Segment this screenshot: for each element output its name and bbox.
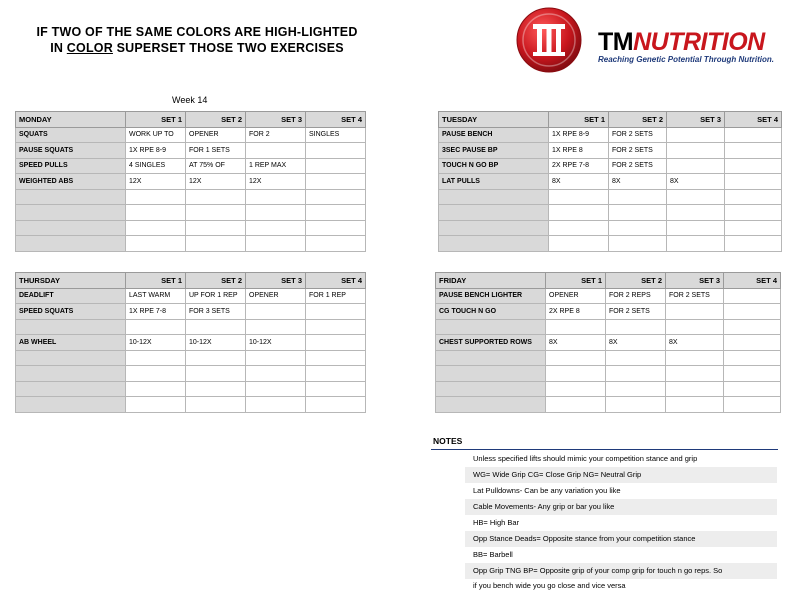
set-cell: 1X RPE 8-9 — [126, 143, 186, 159]
set-cell: FOR 1 SETS — [186, 143, 246, 159]
set-cell — [725, 189, 782, 205]
set-cell — [126, 366, 186, 382]
set-cell — [246, 366, 306, 382]
set-cell — [186, 366, 246, 382]
table-row — [16, 189, 366, 205]
exercise-name-cell — [16, 319, 126, 335]
set-cell: FOR 2 — [246, 127, 306, 143]
day-header: THURSDAY — [16, 273, 126, 289]
exercise-name-cell — [436, 397, 546, 413]
exercise-name-cell — [439, 205, 549, 221]
set-cell — [306, 174, 366, 190]
set-cell: 4 SINGLES — [126, 158, 186, 174]
set-cell — [724, 288, 781, 304]
table-row — [436, 381, 781, 397]
exercise-name-cell — [436, 381, 546, 397]
set-column-header: SET 3 — [667, 112, 725, 128]
set-cell: 8X — [609, 174, 667, 190]
exercise-name-cell: PAUSE BENCH — [439, 127, 549, 143]
table-row — [439, 158, 782, 174]
set-cell: FOR 2 SETS — [606, 304, 666, 320]
set-cell — [246, 350, 306, 366]
set-cell — [186, 350, 246, 366]
exercise-name-cell: PAUSE SQUATS — [16, 143, 126, 159]
set-column-header: SET 2 — [606, 273, 666, 289]
note-item: BB= Barbell — [473, 550, 513, 559]
table-row — [436, 366, 781, 382]
set-cell: 8X — [666, 335, 724, 351]
set-cell — [306, 366, 366, 382]
set-cell: 10-12X — [246, 335, 306, 351]
set-cell — [246, 220, 306, 236]
tm-logo — [515, 6, 583, 74]
set-cell — [666, 366, 724, 382]
set-cell: 8X — [549, 174, 609, 190]
set-cell — [667, 189, 725, 205]
set-cell — [667, 158, 725, 174]
table-row — [439, 236, 782, 252]
set-cell — [606, 381, 666, 397]
set-cell: 10-12X — [126, 335, 186, 351]
set-cell — [666, 319, 724, 335]
set-cell: FOR 2 SETS — [609, 127, 667, 143]
exercise-name-cell — [16, 189, 126, 205]
table-row — [439, 189, 782, 205]
set-cell — [246, 236, 306, 252]
set-cell: 1X RPE 8-9 — [549, 127, 609, 143]
set-cell — [186, 205, 246, 221]
notes-title: NOTES — [433, 436, 463, 446]
note-item: Cable Movements- Any grip or bar you like — [465, 499, 777, 515]
note-item: Unless specified lifts should mimic your competition stance and grip — [473, 454, 698, 463]
day-header: FRIDAY — [436, 273, 546, 289]
set-cell — [724, 381, 781, 397]
table-row — [16, 319, 366, 335]
set-cell: FOR 3 SETS — [186, 304, 246, 320]
set-cell — [725, 143, 782, 159]
exercise-name-cell — [16, 381, 126, 397]
table-tuesday — [438, 111, 782, 252]
instruction-line-1: IF TWO OF THE SAME COLORS ARE HIGH-LIGHTED — [36, 25, 358, 39]
note-item: HB= High Bar — [473, 518, 520, 527]
exercise-name-cell: WEIGHTED ABS — [16, 174, 126, 190]
set-cell: 2X RPE 7-8 — [549, 158, 609, 174]
set-cell — [725, 174, 782, 190]
table-row — [16, 205, 366, 221]
brand-name-nutrition: NUTRITION — [633, 28, 765, 56]
set-column-header: SET 2 — [186, 273, 246, 289]
exercise-name-cell: LAT PULLS — [439, 174, 549, 190]
table-row — [436, 335, 781, 351]
brand-tagline: Reaching Genetic Potential Through Nutrition. — [598, 55, 775, 64]
set-cell — [667, 236, 725, 252]
set-cell — [306, 158, 366, 174]
set-cell: 10-12X — [186, 335, 246, 351]
set-cell — [667, 220, 725, 236]
set-cell: 8X — [606, 335, 666, 351]
set-cell — [666, 381, 724, 397]
table-row — [436, 304, 781, 320]
set-cell — [546, 366, 606, 382]
set-column-header: SET 2 — [609, 112, 667, 128]
table-row — [16, 143, 366, 159]
set-cell — [546, 319, 606, 335]
set-cell — [724, 304, 781, 320]
table-row — [439, 143, 782, 159]
note-item: Opp Grip TNG BP= Opposite grip of your comp grip for touch n go reps. So — [465, 563, 777, 579]
table-row — [16, 158, 366, 174]
set-cell — [306, 381, 366, 397]
table-row — [16, 236, 366, 252]
set-cell — [667, 127, 725, 143]
exercise-name-cell — [439, 236, 549, 252]
set-cell — [724, 335, 781, 351]
notes-divider — [431, 449, 778, 450]
set-cell — [246, 319, 306, 335]
set-cell — [126, 350, 186, 366]
exercise-name-cell: PAUSE BENCH LIGHTER — [436, 288, 546, 304]
note-item: Opp Stance Deads= Opposite stance from your competition stance — [465, 531, 777, 547]
set-cell — [724, 397, 781, 413]
set-cell — [606, 397, 666, 413]
table-row — [16, 381, 366, 397]
set-cell: 12X — [126, 174, 186, 190]
set-cell: UP FOR 1 REP — [186, 288, 246, 304]
set-cell: 2X RPE 8 — [546, 304, 606, 320]
set-cell — [725, 236, 782, 252]
set-cell — [306, 350, 366, 366]
set-cell — [549, 189, 609, 205]
set-cell — [609, 205, 667, 221]
set-cell: 12X — [246, 174, 306, 190]
set-column-header: SET 4 — [306, 112, 366, 128]
set-cell — [186, 220, 246, 236]
set-cell — [186, 397, 246, 413]
exercise-name-cell: SPEED PULLS — [16, 158, 126, 174]
exercise-name-cell — [16, 236, 126, 252]
table-row — [439, 174, 782, 190]
exercise-name-cell — [16, 205, 126, 221]
exercise-name-cell: AB WHEEL — [16, 335, 126, 351]
notes-list — [465, 451, 777, 593]
set-cell — [246, 189, 306, 205]
set-cell — [126, 205, 186, 221]
set-cell — [725, 205, 782, 221]
table-row — [439, 127, 782, 143]
set-cell — [126, 397, 186, 413]
instruction-underlined-word: COLOR — [66, 41, 113, 55]
set-cell — [606, 319, 666, 335]
set-cell — [186, 236, 246, 252]
table-row — [439, 205, 782, 221]
set-cell — [666, 350, 724, 366]
set-cell — [306, 189, 366, 205]
set-cell: 1X RPE 7-8 — [126, 304, 186, 320]
set-cell — [667, 205, 725, 221]
table-row — [16, 304, 366, 320]
set-cell — [609, 236, 667, 252]
set-cell — [606, 366, 666, 382]
set-column-header: SET 1 — [126, 273, 186, 289]
day-header: MONDAY — [16, 112, 126, 128]
set-cell — [725, 158, 782, 174]
note-item: Lat Pulldowns- Can be any variation you like — [473, 486, 621, 495]
set-cell: LAST WARM — [126, 288, 186, 304]
set-cell — [126, 189, 186, 205]
exercise-name-cell — [16, 350, 126, 366]
table-row — [439, 220, 782, 236]
set-cell: OPENER — [186, 127, 246, 143]
set-cell: 1 REP MAX — [246, 158, 306, 174]
exercise-name-cell — [16, 366, 126, 382]
exercise-name-cell — [436, 350, 546, 366]
set-cell: FOR 2 SETS — [609, 143, 667, 159]
table-row — [16, 366, 366, 382]
table-row — [16, 335, 366, 351]
exercise-name-cell: 3SEC PAUSE BP — [439, 143, 549, 159]
set-column-header: SET 3 — [666, 273, 724, 289]
table-row — [436, 319, 781, 335]
exercise-name-cell — [16, 220, 126, 236]
table-row — [16, 288, 366, 304]
set-cell — [126, 319, 186, 335]
set-cell — [306, 236, 366, 252]
set-column-header: SET 4 — [725, 112, 782, 128]
table-row — [436, 350, 781, 366]
exercise-name-cell: CG TOUCH N GO — [436, 304, 546, 320]
set-cell — [609, 220, 667, 236]
table-row — [16, 350, 366, 366]
set-cell — [246, 381, 306, 397]
set-cell: 1X RPE 8 — [549, 143, 609, 159]
table-thursday — [15, 272, 366, 413]
set-column-header: SET 1 — [126, 112, 186, 128]
set-cell: FOR 2 SETS — [666, 288, 724, 304]
set-cell — [126, 381, 186, 397]
set-cell — [549, 205, 609, 221]
set-cell — [724, 366, 781, 382]
set-column-header: SET 4 — [306, 273, 366, 289]
set-cell — [549, 236, 609, 252]
brand-name-tm: TM — [598, 28, 634, 56]
set-cell — [667, 143, 725, 159]
set-cell — [725, 127, 782, 143]
set-cell — [246, 304, 306, 320]
set-cell: 12X — [186, 174, 246, 190]
set-cell: OPENER — [546, 288, 606, 304]
set-cell — [609, 189, 667, 205]
set-cell — [126, 236, 186, 252]
set-cell — [724, 350, 781, 366]
set-cell — [246, 205, 306, 221]
set-cell — [306, 304, 366, 320]
note-item: WG= Wide Grip CG= Close Grip NG= Neutral Grip — [465, 467, 777, 483]
week-label: Week 14 — [172, 95, 208, 105]
brand-name — [598, 30, 765, 55]
set-column-header: SET 1 — [549, 112, 609, 128]
set-cell: OPENER — [246, 288, 306, 304]
set-cell — [546, 350, 606, 366]
set-column-header: SET 3 — [246, 112, 306, 128]
set-cell — [306, 205, 366, 221]
exercise-name-cell — [439, 220, 549, 236]
table-row — [16, 127, 366, 143]
set-cell — [186, 319, 246, 335]
table-row — [16, 220, 366, 236]
set-cell — [549, 220, 609, 236]
set-cell: FOR 2 REPS — [606, 288, 666, 304]
exercise-name-cell: DEADLIFT — [16, 288, 126, 304]
set-cell — [306, 220, 366, 236]
table-friday — [435, 272, 781, 413]
table-row — [436, 397, 781, 413]
set-cell — [606, 350, 666, 366]
set-cell — [186, 189, 246, 205]
set-column-header: SET 3 — [246, 273, 306, 289]
table-monday — [15, 111, 366, 252]
exercise-name-cell — [436, 319, 546, 335]
set-cell — [546, 381, 606, 397]
note-continuation: if you bench wide you go close and vice versa — [473, 581, 626, 590]
table-row — [16, 174, 366, 190]
set-cell: SINGLES — [306, 127, 366, 143]
set-cell: FOR 1 REP — [306, 288, 366, 304]
set-cell — [306, 335, 366, 351]
table-row — [436, 288, 781, 304]
exercise-name-cell — [16, 397, 126, 413]
set-cell — [306, 397, 366, 413]
set-cell — [186, 381, 246, 397]
day-header: TUESDAY — [439, 112, 549, 128]
set-cell: 8X — [546, 335, 606, 351]
exercise-name-cell: TOUCH N GO BP — [439, 158, 549, 174]
exercise-name-cell: SQUATS — [16, 127, 126, 143]
set-cell — [306, 319, 366, 335]
set-cell: AT 75% OF — [186, 158, 246, 174]
exercise-name-cell: SPEED SQUATS — [16, 304, 126, 320]
set-column-header: SET 1 — [546, 273, 606, 289]
instruction-suffix: SUPERSET THOSE TWO EXERCISES — [112, 41, 344, 55]
set-cell — [725, 220, 782, 236]
exercise-name-cell: CHEST SUPPORTED ROWS — [436, 335, 546, 351]
set-cell — [666, 397, 724, 413]
instruction-prefix: IN — [50, 41, 67, 55]
set-cell — [126, 220, 186, 236]
set-cell — [666, 304, 724, 320]
exercise-name-cell — [439, 189, 549, 205]
set-cell — [306, 143, 366, 159]
table-row — [16, 397, 366, 413]
set-cell — [246, 143, 306, 159]
set-cell: 8X — [667, 174, 725, 190]
set-cell: WORK UP TO — [126, 127, 186, 143]
set-cell — [246, 397, 306, 413]
set-cell — [724, 319, 781, 335]
instruction-line-2 — [12, 41, 382, 55]
set-column-header: SET 4 — [724, 273, 781, 289]
set-cell: FOR 2 SETS — [609, 158, 667, 174]
exercise-name-cell — [436, 366, 546, 382]
set-column-header: SET 2 — [186, 112, 246, 128]
set-cell — [546, 397, 606, 413]
